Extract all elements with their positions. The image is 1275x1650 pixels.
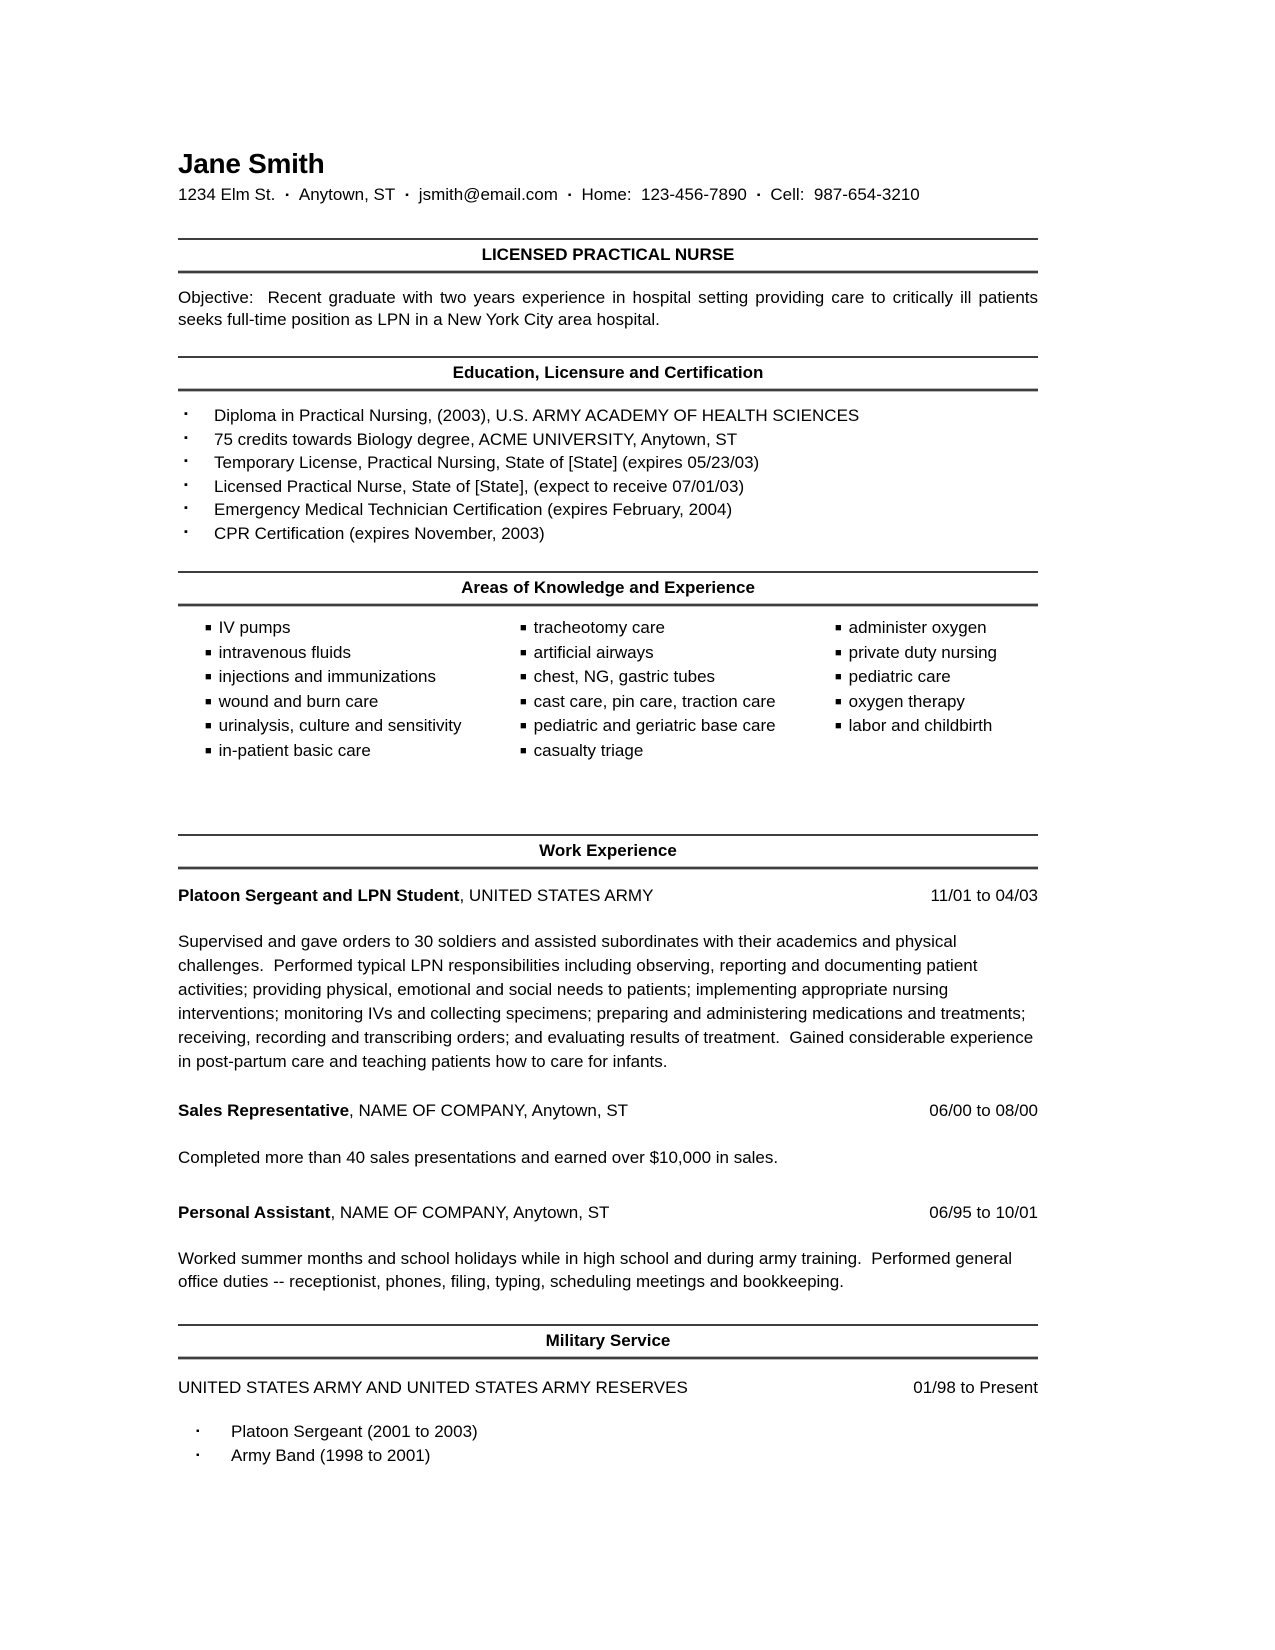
education-item <box>178 475 1038 499</box>
contact-email: jsmith@email.com <box>418 185 558 204</box>
education-list <box>178 404 1038 545</box>
bullet-square-icon: ▪ <box>285 190 289 201</box>
knowledge-column-3 <box>835 617 1038 764</box>
education-item-text: Diploma in Practical Nursing, (2003), U.S. ARMY ACADEMY OF HEALTH SCIENCES <box>214 406 860 425</box>
knowledge-item-text: pediatric and geriatric base care <box>533 716 776 735</box>
job-title: Personal Assistant <box>178 1203 331 1222</box>
knowledge-columns <box>178 617 1038 764</box>
bullet-square-icon: ■ <box>205 720 212 732</box>
bullet-square-icon: ■ <box>205 744 212 757</box>
knowledge-item <box>520 691 835 716</box>
education-item <box>178 522 1038 546</box>
bullet-square-icon: ▪ <box>184 525 188 538</box>
bullet-square-icon: ■ <box>520 695 527 708</box>
bullet-square-icon: ▪ <box>196 1426 200 1437</box>
military-item <box>178 1444 1038 1468</box>
military-dates: 01/98 to Present <box>913 1378 1038 1397</box>
education-item-text: Licensed Practical Nurse, State of [State], (expect to receive 07/01/03) <box>214 476 745 496</box>
bullet-square-icon: ■ <box>835 720 842 732</box>
knowledge-item-text: wound and burn care <box>218 691 379 711</box>
bullet-square-icon: ▪ <box>184 431 188 444</box>
candidate-name: Jane Smith <box>178 148 325 179</box>
knowledge-item-text: injections and immunizations <box>218 667 436 686</box>
job-title: Sales Representative <box>178 1101 350 1120</box>
knowledge-item-text: private duty nursing <box>848 642 998 662</box>
knowledge-column-1 <box>205 617 520 764</box>
bullet-square-icon: ■ <box>520 744 527 757</box>
bullet-square-icon: ■ <box>205 622 212 634</box>
job-title-line <box>178 1100 628 1121</box>
knowledge-item <box>520 740 835 765</box>
job-heading <box>178 885 1038 906</box>
knowledge-item-text: labor and childbirth <box>848 716 993 735</box>
section-title-licensed-practical-nurse: LICENSED PRACTICAL NURSE <box>178 238 1038 273</box>
knowledge-item <box>205 666 520 691</box>
military-org-line <box>178 1377 1038 1398</box>
job-employer: , NAME OF COMPANY, Anytown, ST <box>349 1101 629 1120</box>
resume-content <box>178 0 1043 1468</box>
bullet-square-icon: ■ <box>205 646 212 659</box>
section-title-military-service: Military Service <box>178 1324 1038 1359</box>
knowledge-item-text: in-patient basic care <box>218 740 371 760</box>
knowledge-item-text: chest, NG, gastric tubes <box>533 667 716 686</box>
bullet-square-icon: ▪ <box>405 190 409 201</box>
military-item-text: Army Band (1998 to 2001) <box>231 1446 431 1465</box>
contact-line <box>178 184 1038 208</box>
education-item <box>178 498 1038 522</box>
job-heading <box>178 1202 1038 1223</box>
contact-cell-phone: Cell: 987-654-3210 <box>770 185 920 204</box>
job-title: Platoon Sergeant and LPN Student <box>178 886 460 905</box>
knowledge-item <box>205 691 520 716</box>
knowledge-item-text: tracheotomy care <box>533 618 665 637</box>
job-employer: , NAME OF COMPANY, Anytown, ST <box>330 1203 610 1222</box>
education-item-text: 75 credits towards Biology degree, ACME UNIVERSITY, Anytown, ST <box>214 429 738 449</box>
section-title-knowledge: Areas of Knowledge and Experience <box>178 571 1038 606</box>
job-title-line <box>178 885 653 906</box>
job-description: Completed more than 40 sales presentations and earned over $10,000 in sales. <box>178 1148 779 1167</box>
bullet-square-icon: ▪ <box>756 190 761 201</box>
bullet-square-icon: ■ <box>835 622 842 634</box>
bullet-square-icon: ▪ <box>184 478 188 491</box>
knowledge-item <box>520 715 835 740</box>
bullet-square-icon: ▪ <box>196 1450 200 1461</box>
knowledge-item <box>835 691 1038 716</box>
knowledge-item <box>835 715 1038 740</box>
knowledge-item-text: IV pumps <box>218 618 291 637</box>
job-heading <box>178 1100 1038 1121</box>
education-item-text: CPR Certification (expires November, 2003) <box>214 523 545 543</box>
job-employer: , UNITED STATES ARMY <box>459 886 654 905</box>
job-description: Supervised and gave orders to 30 soldiers and assisted subordinates with their academics and physical challenges. Performed typical LPN responsibilities including observing, reporting and documenting patient activities; providing physical, emotional and social needs to patients; implementing appropriate nursing interventions; monitoring IVs and collecting specimens; preparing and administering medications and treatments; receiving, recording and transcribing orders; and evaluating results of treatment. Gained considerable experience in post-partum care and teaching patients how to care for infants. <box>178 932 1038 1071</box>
job-dates: 06/95 to 10/01 <box>929 1203 1038 1222</box>
bullet-square-icon: ■ <box>835 695 842 708</box>
knowledge-item-text: cast care, pin care, traction care <box>533 691 776 711</box>
bullet-square-icon: ■ <box>835 646 842 659</box>
knowledge-item <box>205 617 520 642</box>
job-dates: 06/00 to 08/00 <box>929 1101 1038 1120</box>
job-description: Worked summer months and school holidays while in high school and during army training. Performed general office duties -- receptionist, phones, filing, typing, scheduling meetings and bookkeeping. <box>178 1249 1017 1291</box>
bullet-square-icon: ■ <box>205 695 212 708</box>
bullet-square-icon: ■ <box>520 720 527 732</box>
knowledge-item <box>205 642 520 667</box>
contact-city: Anytown, ST <box>298 185 396 204</box>
education-item-text: Temporary License, Practical Nursing, State of [State] (expires 05/23/03) <box>214 453 760 472</box>
education-item <box>178 451 1038 475</box>
military-item <box>178 1420 1038 1444</box>
military-list <box>178 1420 1038 1468</box>
bullet-square-icon: ▪ <box>567 190 572 201</box>
education-item <box>178 428 1038 452</box>
knowledge-column-2 <box>520 617 835 764</box>
bullet-square-icon: ▪ <box>184 408 188 420</box>
knowledge-item-text: urinalysis, culture and sensitivity <box>218 716 462 735</box>
knowledge-item <box>520 617 835 642</box>
objective-paragraph: Objective: Recent graduate with two years experience in hospital setting providing care to critically ill patients seeks full-time position as LPN in a New York City area hospital. <box>178 288 1043 329</box>
knowledge-item-text: administer oxygen <box>848 618 987 637</box>
knowledge-item-text: casualty triage <box>533 740 644 760</box>
bullet-square-icon: ■ <box>520 622 527 634</box>
education-item <box>178 404 1038 428</box>
knowledge-item <box>835 617 1038 642</box>
knowledge-item-text: pediatric care <box>848 667 951 686</box>
knowledge-item <box>205 740 520 765</box>
bullet-square-icon: ▪ <box>184 455 188 467</box>
knowledge-item-text: oxygen therapy <box>848 691 965 711</box>
military-org: UNITED STATES ARMY AND UNITED STATES ARMY RESERVES <box>178 1378 688 1397</box>
bullet-square-icon: ▪ <box>184 502 188 514</box>
military-item-text: Platoon Sergeant (2001 to 2003) <box>231 1422 478 1441</box>
contact-address: 1234 Elm St. <box>178 185 276 204</box>
knowledge-item <box>835 642 1038 667</box>
knowledge-item-text: artificial airways <box>533 642 654 662</box>
bullet-square-icon: ■ <box>205 671 212 683</box>
bullet-square-icon: ■ <box>520 671 527 683</box>
contact-home-phone: Home: 123-456-7890 <box>581 185 747 204</box>
section-title-education: Education, Licensure and Certification <box>178 356 1038 391</box>
knowledge-item <box>835 666 1038 691</box>
knowledge-item <box>205 715 520 740</box>
bullet-square-icon: ■ <box>520 646 527 659</box>
section-title-work-experience: Work Experience <box>178 834 1038 869</box>
education-item-text: Emergency Medical Technician Certification (expires February, 2004) <box>214 500 733 519</box>
job-title-line <box>178 1202 609 1223</box>
bullet-square-icon: ■ <box>835 671 842 683</box>
knowledge-item <box>520 642 835 667</box>
knowledge-item-text: intravenous fluids <box>218 642 351 662</box>
job-dates: 11/01 to 04/03 <box>930 886 1038 905</box>
knowledge-item <box>520 666 835 691</box>
